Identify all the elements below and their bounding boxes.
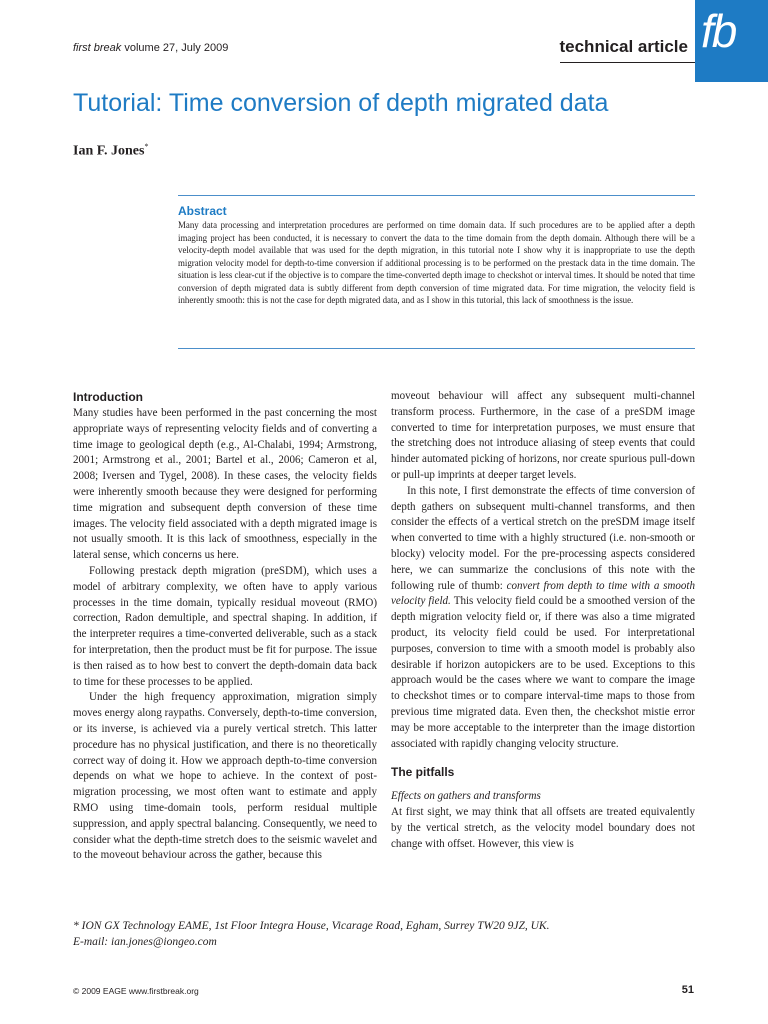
right-paragraph-2-end: This velocity field could be a smoothed version of the depth migration velocity field or, if there was also a time migrated product, its velocity field could be used. For interpretational purposes, conversion to time with a smooth model is probably also desirable if horizon autopickers are to be used. Exceptions to this approach would be the cases where we want to compare the image to checkshot times or to compare interval-time maps to those from previous time migrated data. Even then, the checkshot mistie error may be more acceptable to the interpreter than the image distortion associated with rapidly changing velocity structure. bbox=[391, 595, 695, 750]
abstract-heading: Abstract bbox=[178, 204, 227, 218]
author-name: Ian F. Jones bbox=[73, 143, 145, 159]
intro-paragraph-2: Following prestack depth migration (preSDM), which uses a model of arbitrary complexity, we often have to apply various processes in the time domain, typically residual moveout (RMO) correction, Radon demultiple, and spectral shaping. In addition, if the interpreter requires a time-converted deliverable, such as a stack for interpretation, then the product must be fit for purpose. The issue is then raised as to how best to convert the depth-domain data back to time for these processes to be applied. bbox=[73, 564, 377, 688]
effects-subheading: Effects on gathers and transforms bbox=[391, 790, 541, 803]
journal-header bbox=[73, 42, 228, 54]
article-title: Tutorial: Time conversion of depth migrated data bbox=[73, 89, 609, 117]
spacer bbox=[391, 781, 695, 789]
introduction-heading: Introduction bbox=[73, 390, 143, 404]
rule-of-thumb: convert from depth to time with a smooth velocity field. bbox=[391, 579, 696, 608]
affiliation: * ION GX Technology EAME, 1st Floor Integra House, Vicarage Road, Egham, Surrey TW20 9JZ, UK. bbox=[73, 920, 550, 932]
right-column bbox=[391, 389, 695, 853]
right-paragraph-2-start: In this note, I first demonstrate the effects of time conversion of depth gathers on subsequent multi-channel transforms, and then consider the effects of a vertical stretch on the preSDM image itself when converted to time with a highly structured (i.e. non-smooth or blocky) velocity model. For the pre-processing aspects considered here, we can summarize the conclusions of this note with the following rule of thumb: bbox=[391, 484, 695, 592]
pitfalls-heading: The pitfalls bbox=[391, 765, 455, 780]
abstract-bottom-rule bbox=[178, 348, 695, 349]
author-line bbox=[73, 142, 148, 160]
right-paragraph-2 bbox=[391, 484, 695, 753]
author-footnote-mark: * bbox=[144, 142, 149, 151]
intro-paragraph-3: Under the high frequency approximation, migration simply moves energy along raypaths. Conversely, depth-to-time conversion, or its inverse, is achieved via a purely vertical stretch. This latter procedure has no physical justification, and there is no theoretically correct way of doing it. How we approach depth-to-time conversion depends on what we hope to achieve. In the context of post-migration processing, we most often want to estimate and apply RMO using time-domain tools, perform residual multiple suppression, and apply spectral balancing. Consequently, we need to consider what the depth-time stretch does to the seismic wavelet and to the moveout behaviour across the gather, because this bbox=[73, 691, 377, 862]
spacer bbox=[391, 752, 695, 764]
header-rule bbox=[560, 62, 695, 63]
abstract-text: Many data processing and interpretation procedures are performed on time domain data. If such procedures are to be applied after a depth imaging project has been conducted, it is necessary to convert the data to the time domain from the depth domain. Although there will be a velocity-depth model available that was used for the depth migration, in this tutorial note I show why it is inappropriate to use the depth migration velocity model for depth-to-time conversion if additional processing is to be performed on the prestack data in the time domain. The situation is less clear-cut if the objective is to compare the time-converted depth image to checkshot or interval times. It should be noted that time conversion of depth migrated data is subtly different from depth conversion of time migrated data. For time migration, the velocity field is inherently smooth: this is not the case for depth migrated data, and as I show in this tutorial, this lack of smoothness is the issue. bbox=[178, 220, 695, 305]
copyright: © 2009 EAGE www.firstbreak.org bbox=[73, 986, 199, 996]
right-paragraph-1: moveout behaviour will affect any subsequent multi-channel transform process. Furthermore, in the case of a preSDM image converted to time for interpretation purposes, we must ensure that the stretching does not introduce aliasing of steep events that could hinder automated picking of horizons, nor create spurious pull-down or pull-up imprints at deeper target levels. bbox=[391, 390, 695, 481]
author-footnote bbox=[73, 918, 713, 950]
abstract-top-rule bbox=[178, 195, 695, 196]
journal-name: first break bbox=[73, 42, 122, 54]
page-number: 51 bbox=[681, 984, 694, 996]
right-paragraph-3: At first sight, we may think that all offsets are treated equivalently by the vertical stretch, as the velocity model boundary does not change with offset. However, this view is bbox=[391, 806, 695, 850]
fb-logo bbox=[695, 0, 768, 82]
intro-paragraph-1: Many studies have been performed in the past concerning the most appropriate ways of representing velocity fields and of converting a time image to geological depth (e.g., Al-Chalabi, 1994; Armstrong, 2001; Armstrong et al., 2001; Bartel et al., 2006; Cameron et al, 2008; Iversen and Tygel, 2008). In these cases, the velocity fields were inherently smooth because they were designed for performing time migration and subsequent depth conversion of these time images. The velocity field associated with a depth migrated image is not usually smooth. It is this lack of smoothness, especially in the lateral sense, which concerns us here. bbox=[73, 407, 377, 562]
left-column bbox=[73, 389, 377, 864]
journal-issue: volume 27, July 2009 bbox=[121, 42, 229, 54]
author-email: E-mail: ian.jones@iongeo.com bbox=[73, 936, 217, 948]
fb-logo-text: fb bbox=[701, 5, 736, 57]
article-type: technical article bbox=[559, 37, 688, 56]
